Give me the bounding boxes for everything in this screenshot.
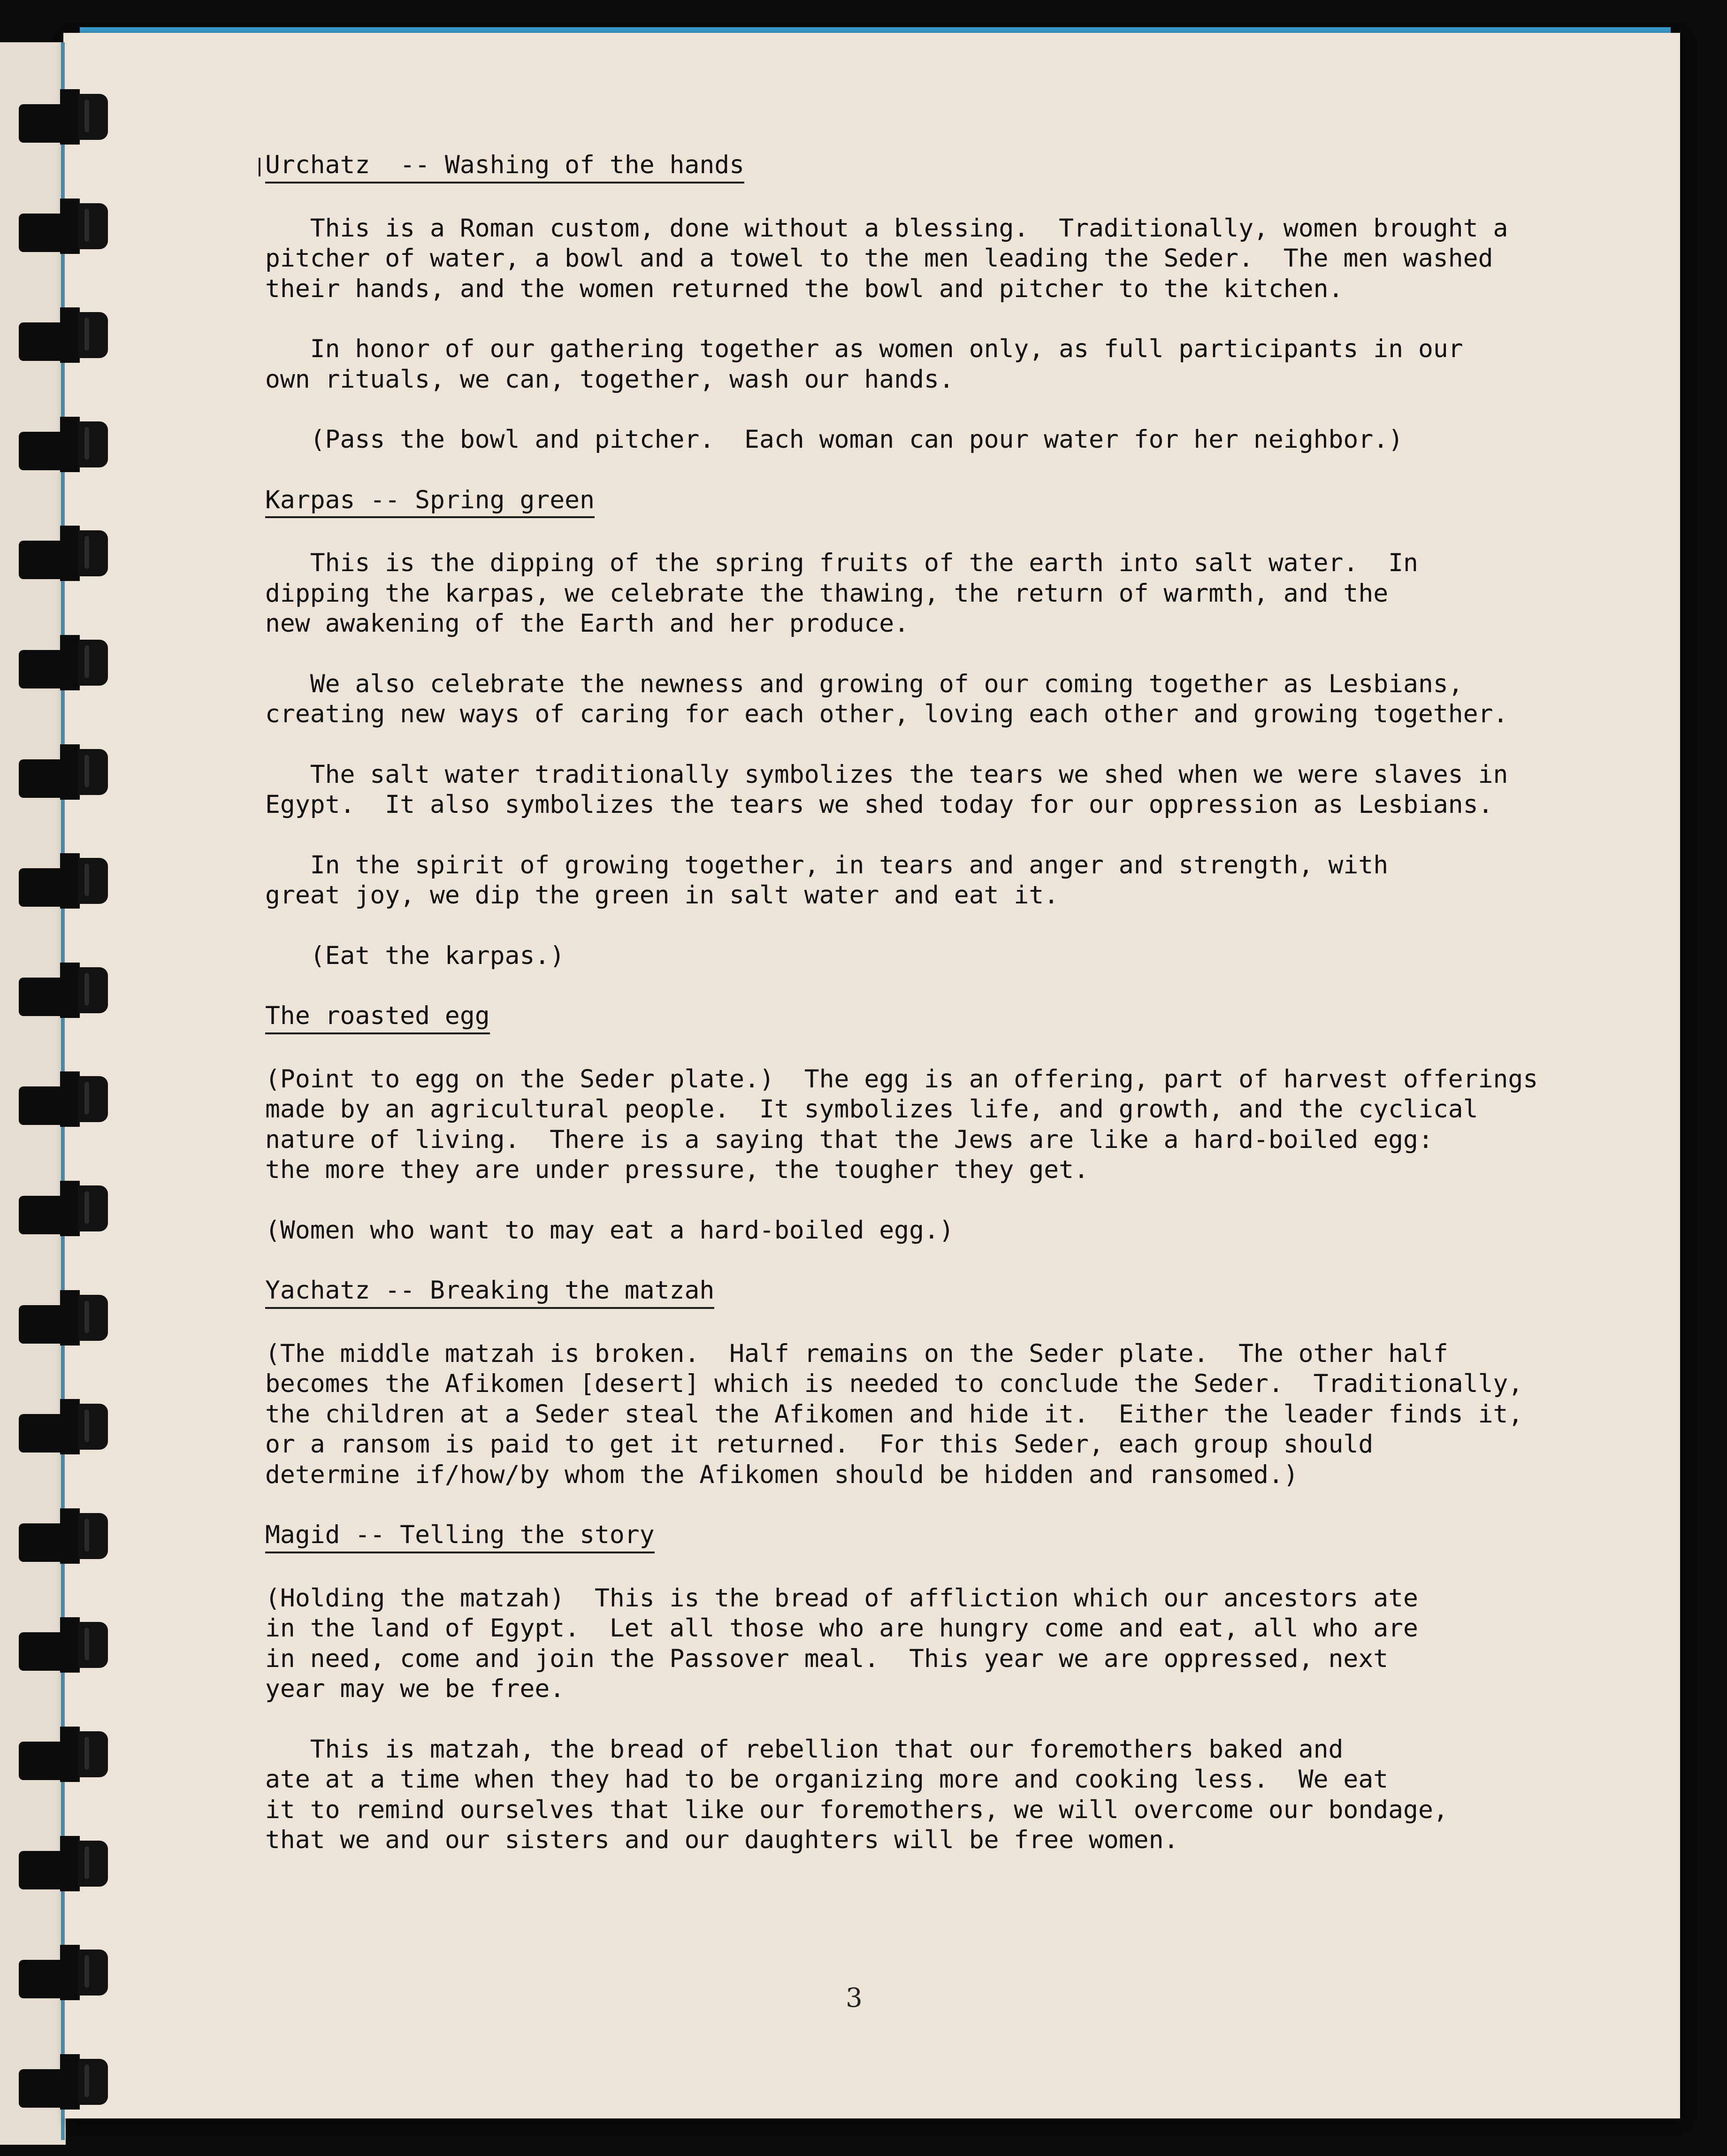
paragraph: (Holding the matzah) This is the bread of affliction which our ancestors ate in the land of Egypt. Let all those who are hungry come and eat, all who are in need, come and join the Passover meal. This year we are oppressed, next year may we be free. bbox=[265, 1583, 1418, 1703]
section-heading-magid: Magid -- Telling the story bbox=[265, 1520, 655, 1553]
binding-coil bbox=[19, 744, 108, 800]
binding-coil bbox=[19, 635, 108, 690]
binding-coil bbox=[19, 1617, 108, 1673]
binding-coil bbox=[19, 417, 108, 472]
binding-coil bbox=[19, 89, 108, 145]
binding-coil bbox=[19, 526, 108, 581]
paragraph: This is matzah, the bread of rebellion that our foremothers baked and ate at a time when they had to be organizing more and cooking less. We eat it to remind ourselves that like our foremothers, we will overcome our bondage, that we and our sisters and our daughters will be free women. bbox=[265, 1735, 1448, 1854]
paragraph: We also celebrate the newness and growing of our coming together as Lesbians, creating new ways of caring for each other, loving each other and growing together. bbox=[265, 669, 1508, 728]
binding-coil bbox=[19, 2054, 108, 2110]
paragraph: (Point to egg on the Seder plate.) The egg is an offering, part of harvest offerings made by an agricultural people. It symbolizes life, and growth, and the cyclical nature of living. There is a saying that the Jews are like a hard-boiled egg: the more they are under pressure, the tougher they get. bbox=[265, 1064, 1538, 1184]
page-number: 3 bbox=[846, 1983, 863, 2013]
binding-coil bbox=[19, 307, 108, 363]
binding-coil bbox=[19, 1071, 108, 1127]
binding-coil bbox=[19, 1399, 108, 1454]
section-heading-karpas: Karpas -- Spring green bbox=[265, 485, 595, 519]
binding-coil bbox=[19, 853, 108, 909]
paragraph: (Women who want to may eat a hard-boiled egg.) bbox=[265, 1216, 954, 1245]
paragraph: In the spirit of growing together, in tears and anger and strength, with great joy, we dip the green in salt water and eat it. bbox=[265, 850, 1389, 910]
paragraph: This is the dipping of the spring fruits of the earth into salt water. In dipping the karpas, we celebrate the thawing, the return of warmth, and the new awakening of the Earth and her produce. bbox=[265, 549, 1418, 638]
section-heading-urchatz: Urchatz -- Washing of the hands bbox=[265, 150, 744, 183]
page-content bbox=[265, 150, 1579, 1856]
margin-tick bbox=[259, 158, 260, 176]
binding-coil bbox=[19, 1836, 108, 1891]
binding-coil bbox=[19, 1945, 108, 2000]
paragraph: (The middle matzah is broken. Half remains on the Seder plate. The other half becomes the Afikomen [desert] which is needed to conclude the Seder. Traditionally, the children at a Seder steal the Afikomen and hide it. Either the leader finds it, or a ransom is paid to get it returned. For this Seder, each group should determine if/how/by whom the Afikomen should be hidden and ransomed.) bbox=[265, 1339, 1523, 1489]
binding-coil bbox=[19, 963, 108, 1018]
section-heading-roasted-egg: The roasted egg bbox=[265, 1001, 490, 1034]
binding-coil bbox=[19, 1290, 108, 1346]
binding-coil bbox=[19, 1181, 108, 1236]
section-heading-yachatz: Yachatz -- Breaking the matzah bbox=[265, 1276, 714, 1309]
paragraph: In honor of our gathering together as women only, as full participants in our own rituals, we can, together, wash our hands. bbox=[265, 335, 1463, 394]
paragraph: The salt water traditionally symbolizes the tears we shed when we were slaves in Egypt. It also symbolizes the tears we shed today for our oppression as Lesbians. bbox=[265, 760, 1508, 819]
binding-coil bbox=[19, 1508, 108, 1564]
binding-coil bbox=[19, 1727, 108, 1782]
paragraph: (Eat the karpas.) bbox=[265, 941, 565, 970]
paragraph: (Pass the bowl and pitcher. Each woman can pour water for her neighbor.) bbox=[265, 425, 1404, 454]
binding-coil bbox=[19, 199, 108, 254]
paragraph: This is a Roman custom, done without a blessing. Traditionally, women brought a pitcher of water, a bowl and a towel to the men leading the Seder. The men washed their hands, and the women returned the bowl and pitcher to the kitchen. bbox=[265, 214, 1508, 303]
